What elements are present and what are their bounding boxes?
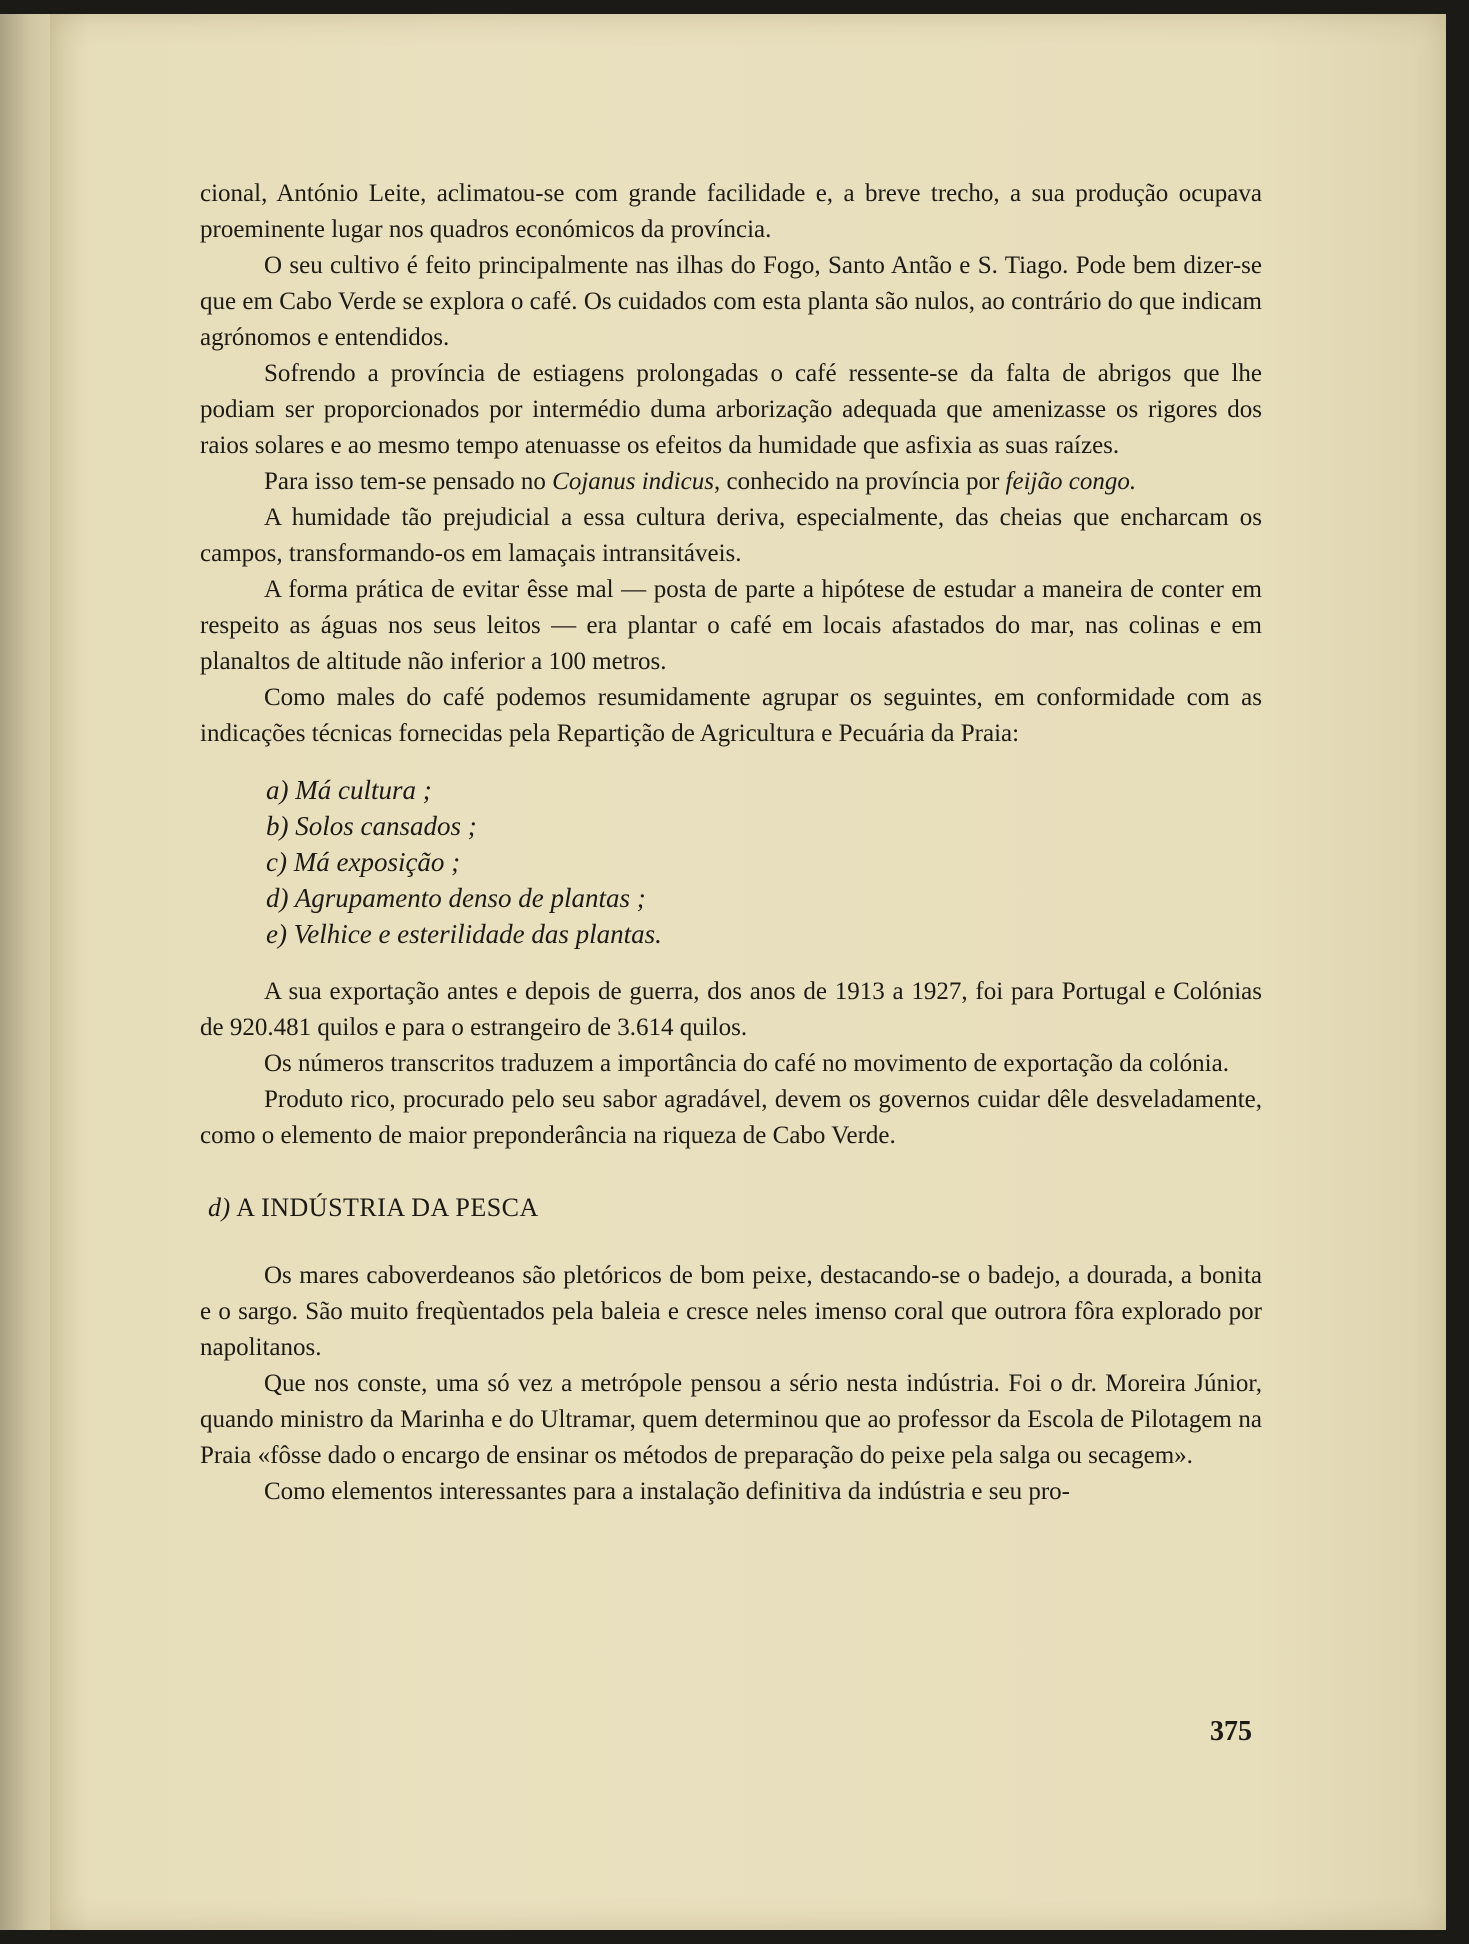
cajanus-before: Para isso tem-se pensado no	[264, 468, 553, 495]
cajanus-middle: , conhecido na província por	[713, 468, 1006, 495]
paragraphs-mid	[200, 500, 1262, 752]
list-item: d) Agrupamento denso de plantas ;	[266, 883, 646, 913]
coffee-ailments-list	[266, 772, 1262, 952]
paragraphs-section	[200, 1258, 1262, 1510]
paragraph: Como elementos interessantes para a instalação definitiva da indústria e seu pro-	[264, 1478, 1070, 1505]
paragraph: A forma prática de evitar êsse mal — posta de parte a hipótese de estudar a maneira de conter em respeito as águas nos seus leitos — era plantar o café em locais afastados do mar, nas colinas e em planaltos de altitude não inferior a 100 metros.	[200, 576, 1262, 675]
list-item: a) Má cultura ;	[266, 775, 432, 805]
page-text	[200, 176, 1262, 1510]
section-title: A INDÚSTRIA DA PESCA	[236, 1193, 539, 1222]
cajanus-common-name: feijão congo.	[1005, 468, 1137, 495]
paragraph: O seu cultivo é feito principalmente nas ilhas do Fogo, Santo Antão e S. Tiago. Pode bem dizer-se que em Cabo Verde se explora o café. Os cuidados com esta planta são nulos, ao contrário do que indicam agrónomos e entendidos.	[200, 252, 1262, 351]
section-letter: d)	[208, 1193, 231, 1222]
paragraph: Os mares caboverdeanos são pletóricos de bom peixe, destacando-se o badejo, a dourada, a bonita e o sargo. São muito freqùentados pela baleia e cresce neles imenso coral que outrora fôra explorado por napolitanos.	[200, 1262, 1262, 1361]
paragraph: A sua exportação antes e depois de guerra, dos anos de 1913 a 1927, foi para Portugal e Colónias de 920.481 quilos e para o estrangeiro de 3.614 quilos.	[200, 978, 1262, 1041]
page-number: 375	[1210, 1716, 1252, 1747]
paragraphs-after-list	[200, 974, 1262, 1154]
paragraph: Como males do café podemos resumidamente agrupar os seguintes, em conformidade com as indicações técnicas fornecidas pela Repartição de Agricultura e Pecuária da Praia:	[200, 684, 1262, 747]
cajanus-paragraph	[200, 464, 1262, 500]
paragraph: cional, António Leite, aclimatou-se com grande facilidade e, a breve trecho, a sua produção ocupava proeminente lugar nos quadros económicos da província.	[200, 180, 1262, 243]
list-item: e) Velhice e esterilidade das plantas.	[266, 919, 662, 949]
list-item: c) Má exposição ;	[266, 847, 461, 877]
paragraph: Os números transcritos traduzem a importância do café no movimento de exportação da colónia.	[264, 1050, 1229, 1077]
paragraph: Produto rico, procurado pelo seu sabor agradável, devem os governos cuidar dêle desveladamente, como o elemento de maior preponderância na riqueza de Cabo Verde.	[200, 1086, 1262, 1149]
section-heading	[208, 1190, 1262, 1226]
paragraphs-top	[200, 176, 1262, 464]
paragraph: Que nos conste, uma só vez a metrópole pensou a sério nesta indústria. Foi o dr. Moreira Júnior, quando ministro da Marinha e do Ultramar, quem determinou que ao professor da Escola de Pilotagem na Praia «fôsse dado o encargo de ensinar os métodos de preparação do peixe pela salga ou secagem».	[200, 1370, 1262, 1469]
paragraph: A humidade tão prejudicial a essa cultura deriva, especialmente, das cheias que encharcam os campos, transformando-os em lamaçais intransitáveis.	[200, 504, 1262, 567]
list-item: b) Solos cansados ;	[266, 811, 477, 841]
cajanus-species: Cojanus indicus	[552, 468, 714, 495]
paragraph: Sofrendo a província de estiagens prolongadas o café ressente-se da falta de abrigos que lhe podiam ser proporcionados por intermédio duma arborização adequada que amenizasse os rigores dos raios solares e ao mesmo tempo atenuasse os efeitos da humidade que asfixia as suas raízes.	[200, 360, 1262, 459]
